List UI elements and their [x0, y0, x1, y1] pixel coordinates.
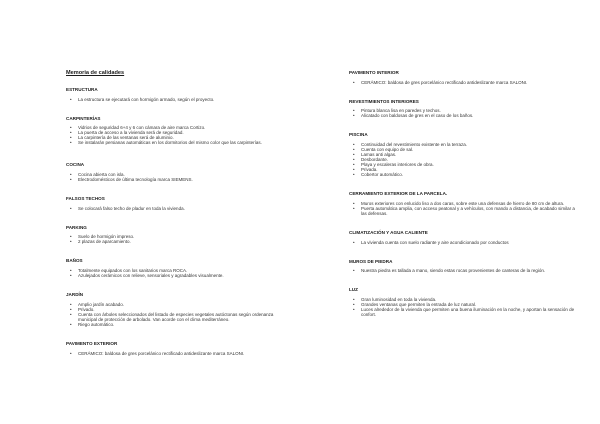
- bullet-list: [349, 108, 580, 118]
- section-estructura: [66, 87, 280, 102]
- bullet-item: • Desbordante.: [349, 157, 580, 162]
- bullet-item: • Cuenta con equipo de sal.: [349, 147, 580, 152]
- bullet-list: [66, 125, 280, 145]
- bullet-list: [349, 201, 580, 216]
- bullet-item: • Lamas anti algas.: [349, 152, 580, 157]
- bullet-item: • Nuestra piedra es tallada a mano, siendo estas rocas provenientes de canteras de la región.: [349, 268, 580, 273]
- section-heading: PARKING: [66, 224, 87, 230]
- bullet-list: [349, 240, 580, 245]
- bullet-item: • Playa y escaleras interiores de obra.: [349, 162, 580, 167]
- section-pavimento-interior: [349, 70, 580, 85]
- section-falsos-techos: [66, 196, 280, 211]
- section-baños: [66, 258, 280, 278]
- bullet-list: [349, 268, 580, 273]
- bullet-item: • La estructura se ejecutará con hormigón armado, según el proyecto.: [66, 97, 280, 102]
- section-heading: REVESTIMIENTOS INTERIORES: [349, 98, 419, 104]
- bullet-list: [66, 206, 280, 211]
- section-luz: [349, 287, 580, 317]
- section-pavimento-exterior: [66, 341, 280, 356]
- section-heading: PAVIMENTO EXTERIOR: [66, 341, 118, 347]
- bullet-item: • Vidrios de seguridad 6+4 y 6 con cámara de aire marca Cortizo.: [66, 125, 280, 130]
- bullet-item: • Grandes ventanas que permiten la entrada de luz natural.: [349, 302, 580, 307]
- bullet-item: • Cobertor automático.: [349, 172, 580, 177]
- bullet-item: • Gran luminosidad en toda la vivienda.: [349, 297, 580, 302]
- section-heading: CARPINTERÍAS: [66, 115, 101, 121]
- bullet-item: • Cuenta con árboles seleccionados del listado de especies vegetales autóctonas según ordenanza municipal de protección de arbolado. Van acorde con el clima mediterráneo.: [66, 312, 280, 322]
- section-carpinterías: [66, 116, 280, 146]
- bullet-list: [349, 142, 580, 178]
- bullet-list: [66, 172, 280, 182]
- bullet-item: • La puerta de acceso a la vivienda será de seguridad.: [66, 130, 280, 135]
- bullet-list: [66, 351, 280, 356]
- section-heading: JARDÍN: [66, 292, 84, 298]
- bullet-item: • Riego automático.: [66, 322, 280, 327]
- bullet-item: • Azulejados cerámicos con relieve, sensoriales y agradables visualmente.: [66, 273, 280, 278]
- bullet-item: • Pintura blanca lisa en paredes y techos.: [349, 108, 580, 113]
- section-muros-de-piedra: [349, 259, 580, 274]
- bullet-item: • La vivienda cuenta con suelo radiante y aire acondicionado por conductos: [349, 240, 580, 245]
- bullet-item: • CERÁMICO: baldosa de gres porcelánico rectificado antideslizante marca SALONI.: [66, 351, 280, 356]
- section-heading: CERRAMIENTO EXTERIOR DE LA PARCELA.: [349, 191, 448, 197]
- document-title: Memoria de calidades: [66, 70, 125, 76]
- bullet-list: [66, 302, 280, 327]
- section-parking: [66, 225, 280, 245]
- section-piscina: [349, 132, 580, 177]
- bullet-item: • Alicatado con baldosas de gres en el caso de los baños.: [349, 113, 580, 118]
- bullet-item: • 2 plazas de aparcamiento.: [66, 239, 280, 244]
- bullet-item: • Privada.: [349, 167, 580, 172]
- section-heading: CLIMATIZACIÓN Y AGUA CALIENTE: [349, 230, 428, 236]
- bullet-item: • Muros exteriores con enlucido liso a dos caras, sobre este una defensas de hierro de 80 cm de altura.: [349, 201, 580, 206]
- bullet-list: [66, 97, 280, 102]
- bullet-item: • La carpintería de las ventanas será de aluminio.: [66, 135, 280, 140]
- section-heading: FALSOS TECHOS: [66, 196, 105, 202]
- bullet-item: • Continuidad del revestimiento existente en la terraza.: [349, 142, 580, 147]
- section-jardín: [66, 292, 280, 327]
- section-heading: MUROS DE PIEDRA: [349, 258, 393, 264]
- section-heading: PAVIMENTO INTERIOR: [349, 70, 399, 75]
- section-heading: ESTRUCTURA: [66, 87, 98, 92]
- bullet-list: [349, 80, 580, 85]
- bullet-item: • Privado.: [66, 307, 280, 312]
- section-cocina: [66, 162, 280, 182]
- bullet-list: [66, 234, 280, 244]
- bullet-item: • Puerta automática amplia, con acceso peatonal y a vehículos, con mando a distancia, de acabado similar a las defensas.: [349, 206, 580, 216]
- section-heading: LUZ: [349, 287, 358, 293]
- bullet-item: • Totalmente equipados con los sanitarios marca ROCA.: [66, 268, 280, 273]
- bullet-item: • Cocina abierta con isla.: [66, 172, 280, 177]
- bullet-item: • Se instalarán persianas automáticas en los dormitorios del mismo color que las carpinterías.: [66, 140, 280, 145]
- section-heading: BAÑOS: [66, 258, 83, 264]
- right-page: [300, 0, 600, 424]
- section-climatización-y-agua-caliente: [349, 230, 580, 245]
- bullet-item: • CERÁMICO: baldosa de gres porcelánico rectificado antideslizante marca SALONI.: [349, 80, 580, 85]
- bullet-item: • Amplio jardín acabado.: [66, 302, 280, 307]
- right-column: [349, 70, 580, 317]
- section-heading: PISCINA: [349, 132, 368, 138]
- bullet-list: [349, 297, 580, 317]
- bullet-list: [66, 268, 280, 278]
- section-revestimientos-interiores: [349, 99, 580, 119]
- left-column: [66, 87, 280, 356]
- bullet-item: • Suelo de hormigón impreso.: [66, 234, 280, 239]
- section-cerramiento-exterior-de-la-parcela: [349, 191, 580, 216]
- bullet-item: • Electrodomésticos de última tecnología marca SIEMENS.: [66, 177, 280, 182]
- section-heading: COCINA: [66, 162, 85, 168]
- bullet-item: • Se colocará falso techo de pladur en toda la vivienda.: [66, 206, 280, 211]
- bullet-item: • Luces alrededor de la vivienda que permiten una buena iluminación en la noche, y aportan la sensación de confort.: [349, 307, 580, 317]
